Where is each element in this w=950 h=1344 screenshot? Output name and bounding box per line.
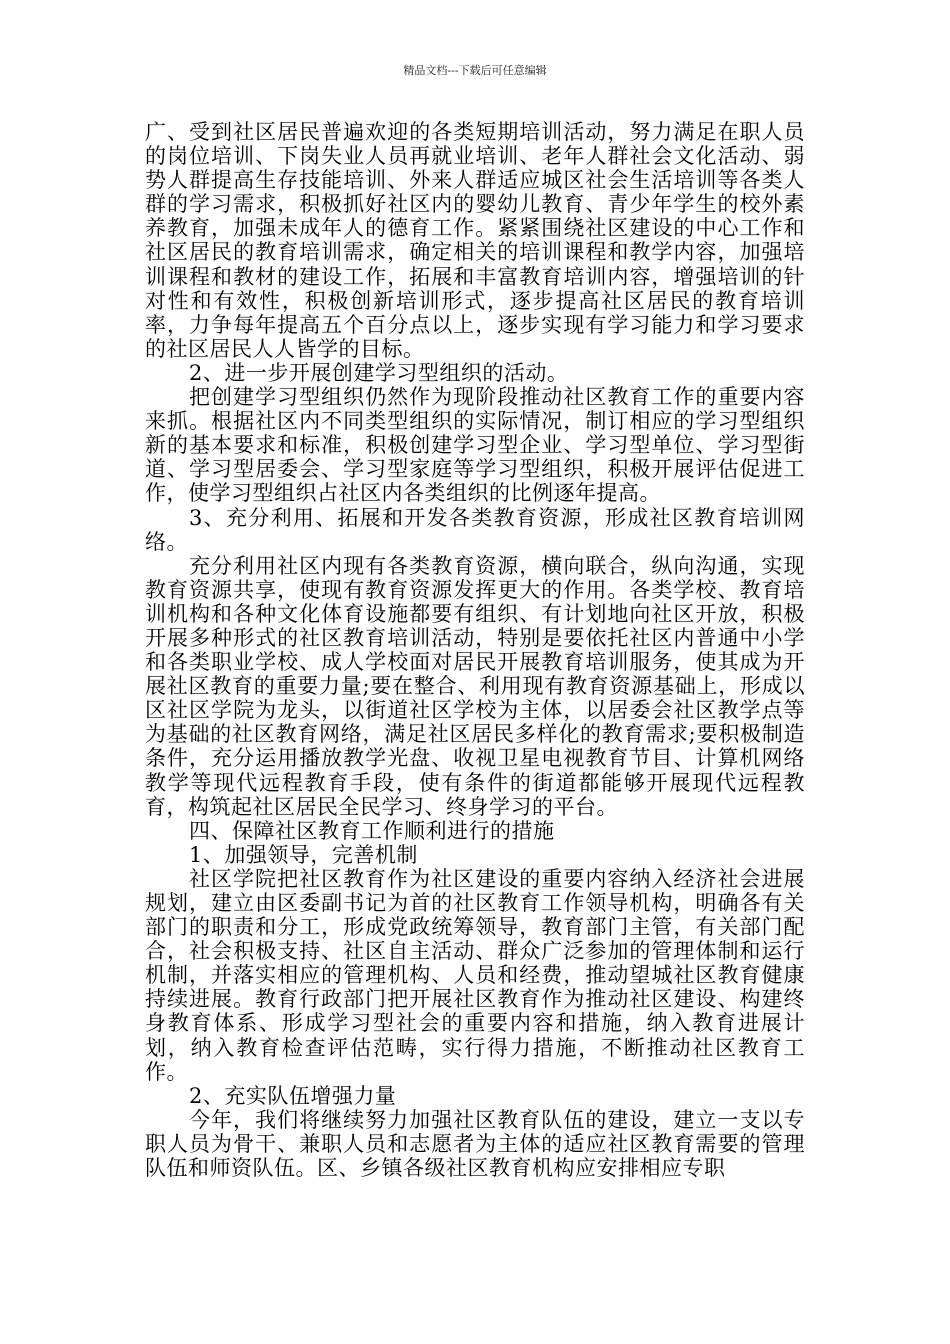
- paragraph: 充分利用社区内现有各类教育资源，横向联合，纵向沟通，实现教育资源共享，使现有教育资源发挥更大的作用。各类学校、教育培训机构和各种文化体育设施都要有组织、有计划地向社区开放，积极开展多种形式的社区教育培训活动，特别是要依托社区内普通中小学和各类职业学校、成人学校面对居民开展教育培训服务，使其成为开展社区教育的重要力量;要在整合、利用现有教育资源基础上，形成以区社区学院为龙头，以街道社区学校为主体，以居委会社区教学点等为基础的社区教育网络，满足社区居民多样化的教育需求;要积极制造条件，充分运用播放教学光盘、收视卫星电视教育节目、计算机网络教学等现代远程教育手段，使有条件的街道都能够开展现代远程教育，构筑起社区居民全民学习、终身学习的平台。: [145, 553, 805, 819]
- paragraph: 社区学院把社区教育作为社区建设的重要内容纳入经济社会进展规划，建立由区委副书记为首的社区教育工作领导机构，明确各有关部门的职责和分工，形成党政统筹领导，教育部门主管，有关部门配合，社会积极支持、社区自主活动、群众广泛参加的管理体制和运行机制，并落实相应的管理机构、人员和经费，推动望城社区教育健康持续进展。教育行政部门把开展社区教育作为推动社区建设、构建终身教育体系、形成学习型社会的重要内容和措施，纳入教育进展计划，纳入教育检查评估范畴，实行得力措施，不断推动社区教育工作。: [145, 866, 805, 1084]
- item-heading-2: 2、充实队伍增强力量: [189, 1083, 397, 1108]
- page-header: 精品文档---下载后可任意编辑: [403, 64, 547, 77]
- item-heading-3: 3、充分利用、拓展和开发各类教育资源，形成社区教育培训网络。: [145, 505, 805, 554]
- section-heading-4: 四、保障社区教育工作顺利进行的措施: [189, 818, 555, 843]
- item-heading-2: 2、进一步开展创建学习型组织的活动。: [189, 360, 569, 385]
- item-heading-1: 1、加强领导，完善机制: [189, 842, 418, 867]
- document-body: [145, 120, 805, 1180]
- paragraph: 把创建学习型组织仍然作为现阶段推动社区教育工作的重要内容来抓。根据社区内不同类型组织的实际情况，制订相应的学习型组织新的基本要求和标准，积极创建学习型企业、学习型单位、学习型街道、学习型居委会、学习型家庭等学习型组织，积极开展评估促进工作，使学习型组织占社区内各类组织的比例逐年提高。: [145, 385, 805, 506]
- paragraph: 今年，我们将继续努力加强社区教育队伍的建设，建立一支以专职人员为骨干、兼职人员和志愿者为主体的适应社区教育需要的管理队伍和师资队伍。区、乡镇各级社区教育机构应安排相应专职: [145, 1107, 805, 1181]
- paragraph-continuation: 广、受到社区居民普遍欢迎的各类短期培训活动，努力满足在职人员的岗位培训、下岗失业人员再就业培训、老年人群社会文化活动、弱势人群提高生存技能培训、外来人群适应城区社会生活培训等各类人群的学习需求，积极抓好社区内的婴幼儿教育、青少年学生的校外素养教育，加强未成年人的德育工作。紧紧围绕社区建设的中心工作和社区居民的教育培训需求，确定相关的培训课程和教学内容，加强培训课程和教材的建设工作，拓展和丰富教育培训内容，增强培训的针对性和有效性，积极创新培训形式，逐步提高社区居民的教育培训率，力争每年提高五个百分点以上，逐步实现有学习能力和学习要求的社区居民人人皆学的目标。: [145, 120, 805, 361]
